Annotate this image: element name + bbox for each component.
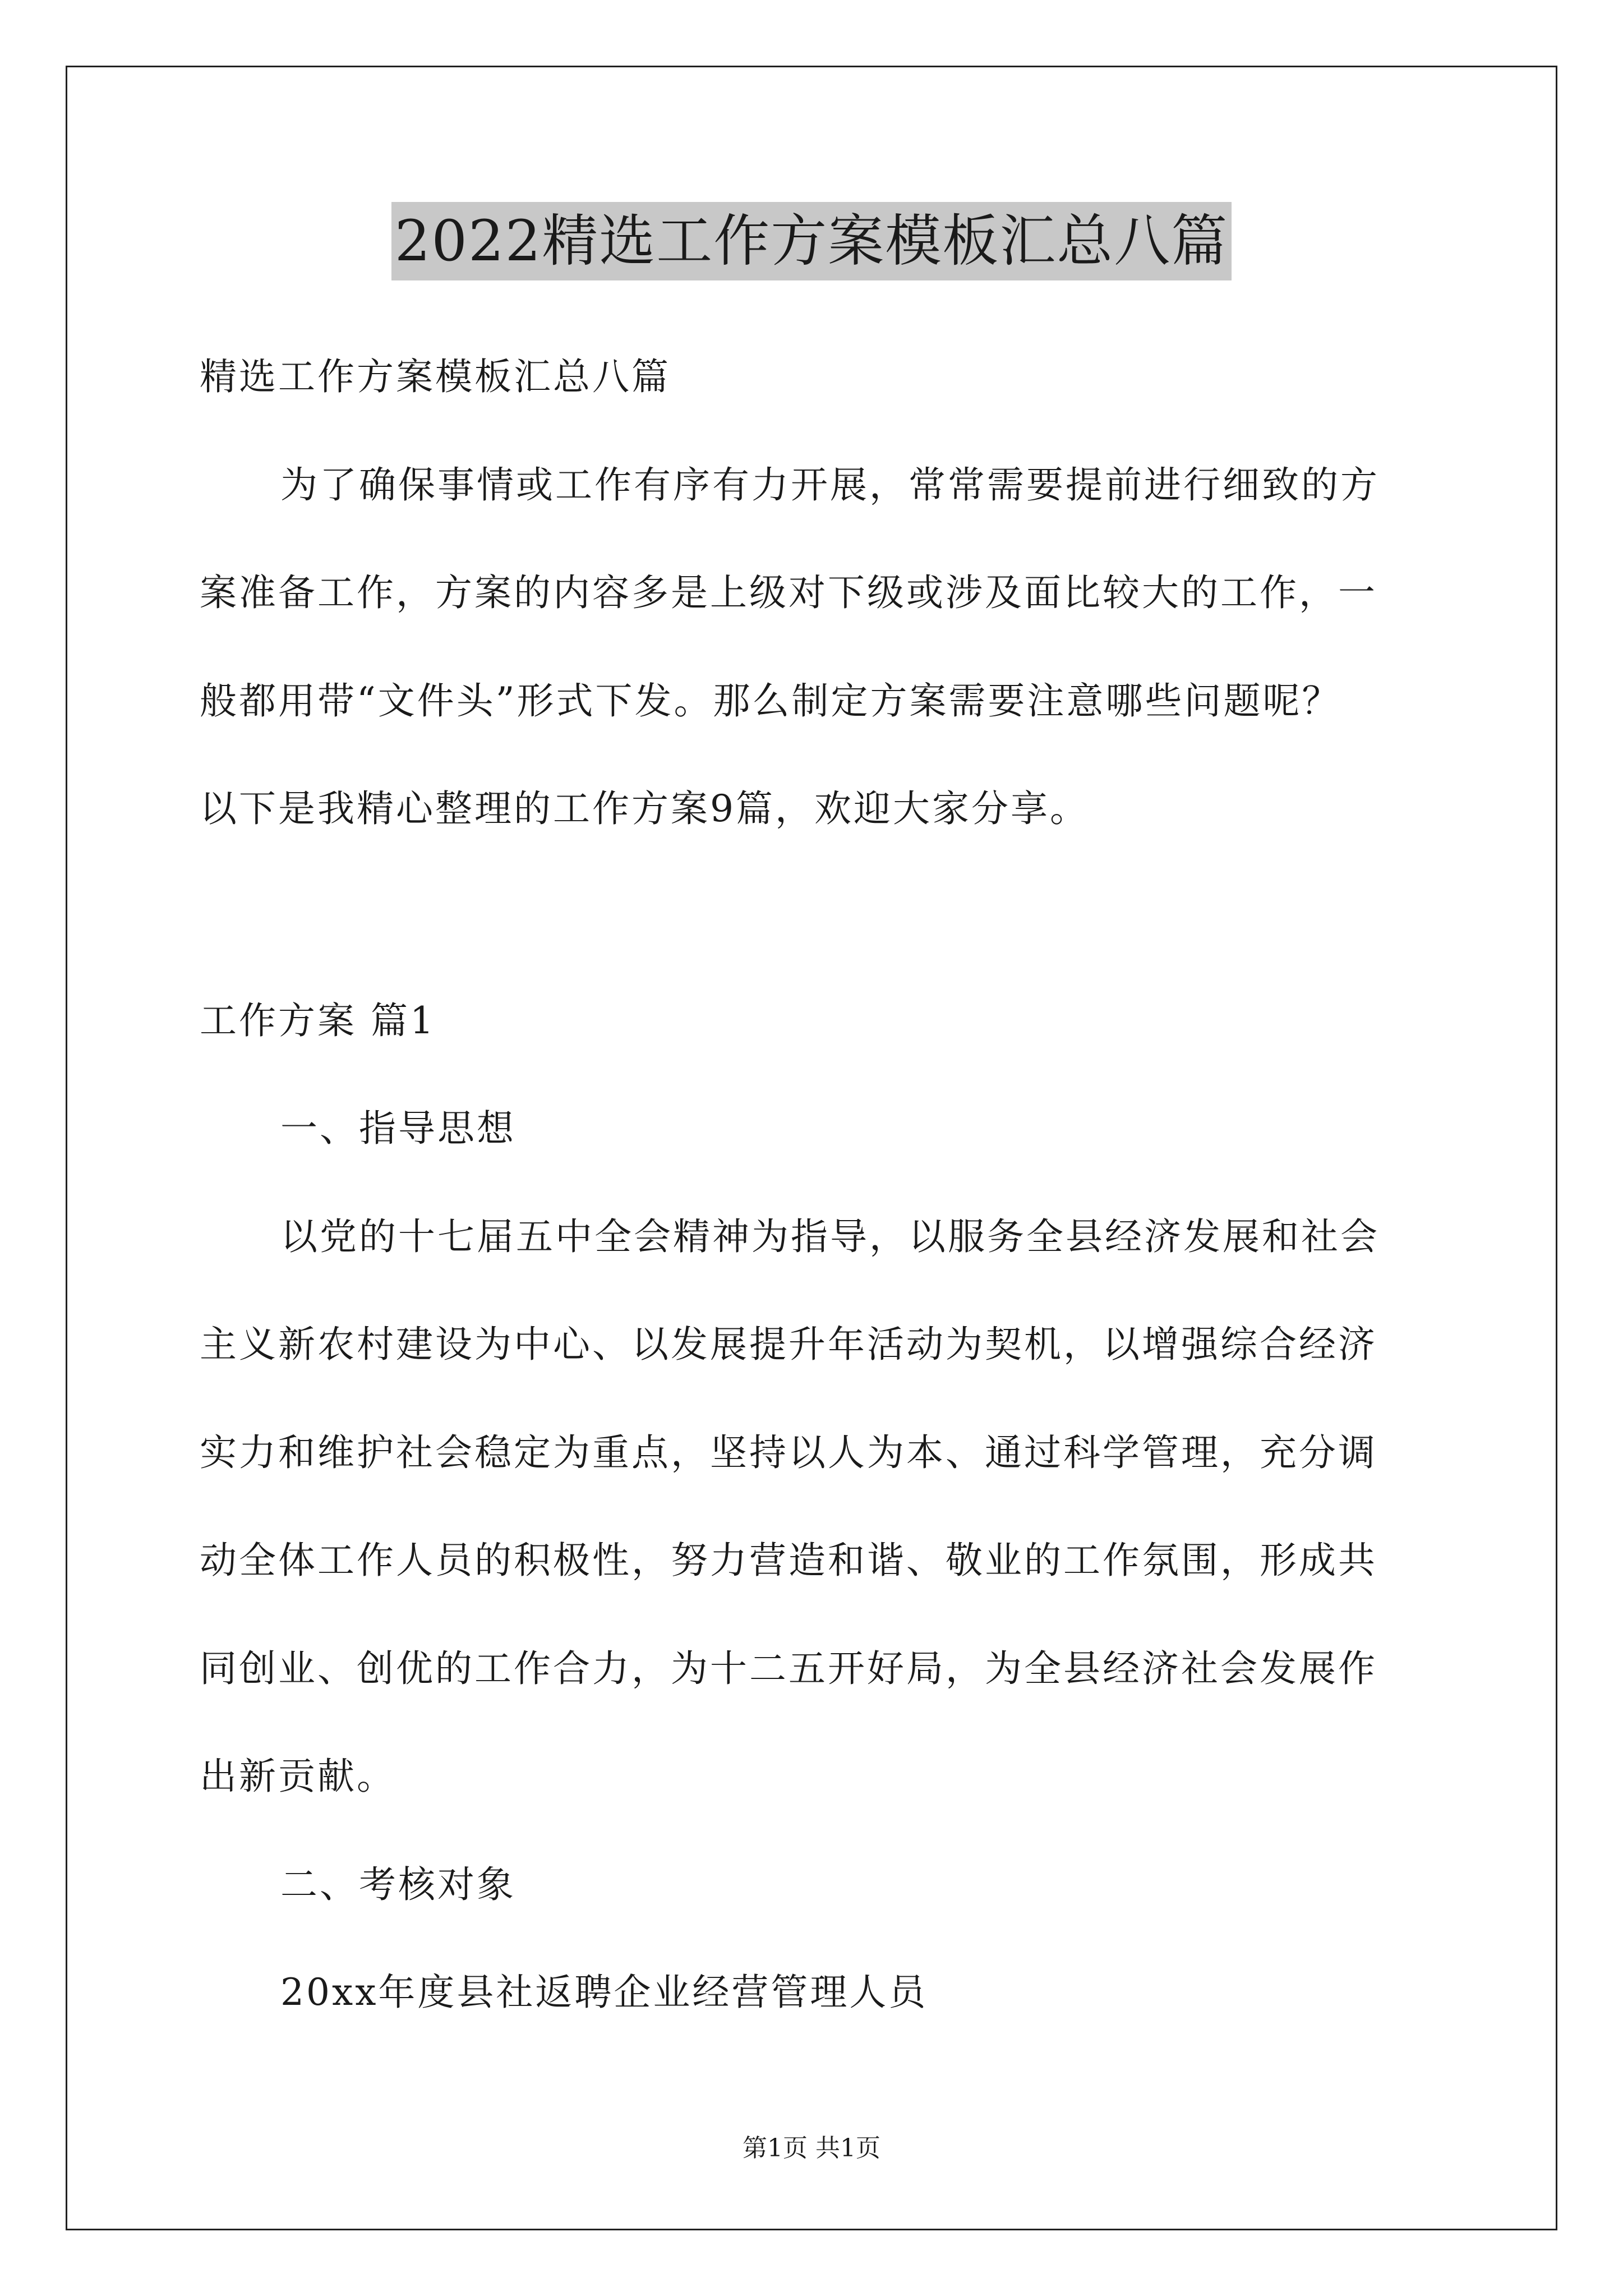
intro-line-2: 案准备工作，方案的内容多是上级对下级或涉及面比较大的工作，一 (200, 571, 1377, 614)
guiding-line-6: 出新贡献。 (200, 1755, 396, 1798)
document-subtitle: 精选工作方案模板汇总八篇 (200, 355, 671, 398)
heading-assessment-target: 二、考核对象 (280, 1863, 516, 1906)
section-title: 工作方案 篇1 (200, 999, 436, 1042)
guiding-line-1: 以党的十七届五中全会精神为指导，以服务全县经济发展和社会 (280, 1215, 1380, 1258)
heading-guiding-thought: 一、指导思想 (280, 1107, 516, 1150)
page-footer: 第1页 共1页 (743, 2134, 880, 2162)
assessment-target-line: 20xx年度县社返聘企业经营管理人员 (280, 1971, 928, 2014)
intro-line-3: 般都用带“文件头”形式下发。那么制定方案需要注意哪些问题呢？ (200, 679, 1341, 723)
intro-line-4: 以下是我精心整理的工作方案9篇，欢迎大家分享。 (200, 787, 1089, 830)
guiding-line-5: 同创业、创优的工作合力，为十二五开好局，为全县经济社会发展作 (200, 1647, 1377, 1690)
intro-line-1: 为了确保事情或工作有序有力开展，常常需要提前进行细致的方 (280, 463, 1380, 507)
guiding-line-3: 实力和维护社会稳定为重点，坚持以人为本、通过科学管理，充分调 (200, 1431, 1377, 1474)
guiding-line-2: 主义新农村建设为中心、以发展提升年活动为契机，以增强综合经济 (200, 1323, 1377, 1366)
title-wrap (0, 202, 1623, 280)
document-title: 2022精选工作方案模板汇总八篇 (391, 202, 1232, 280)
guiding-line-4: 动全体工作人员的积极性，努力营造和谐、敬业的工作氛围，形成共 (200, 1539, 1377, 1582)
